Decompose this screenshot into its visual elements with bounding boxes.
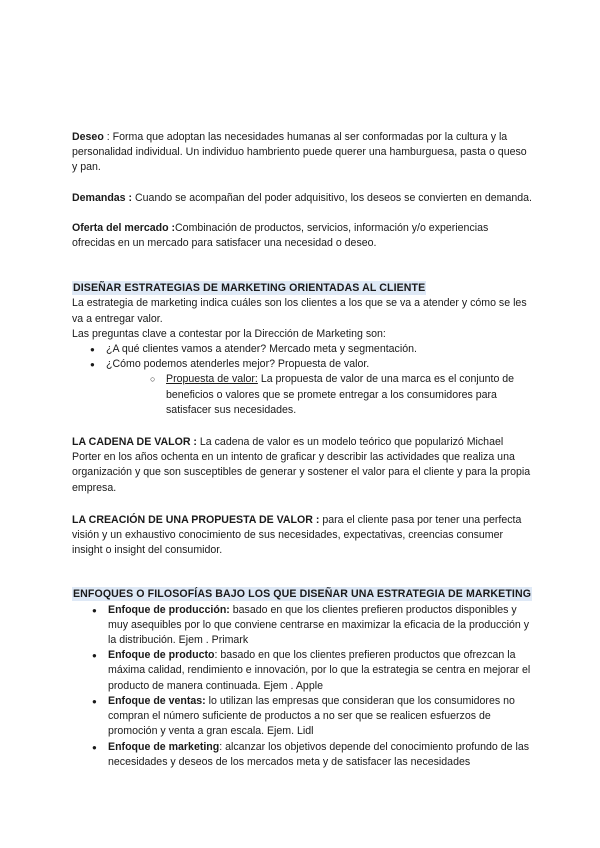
- list-item: ● Enfoque de producto: basado en que los clientes prefieren productos que ofrezcan la máxima calidad, rendimiento e innovación, por lo que la estrategia se centra en mejorar el producto de manera continuada. Ejem . Apple: [72, 648, 534, 694]
- creacion-text: para el cliente pasa por tener una perfecta visión y un exhaustivo conocimiento de sus necesidades, expectativas, creencias consumer insight o insight del consumidor.: [72, 513, 522, 557]
- definition-term: Deseo: [72, 131, 104, 143]
- section-heading-estrategias: DISEÑAR ESTRATEGIAS DE MARKETING ORIENTADAS AL CLIENTE: [73, 282, 426, 295]
- list-item: ● Enfoque de marketing: alcanzar los objetivos depende del conocimiento profundo de las necesidades y deseos de los mercados meta y de satisfacer las necesidades: [72, 740, 534, 770]
- definition-oferta: [72, 221, 534, 251]
- list-item: ● ¿Cómo podemos atenderles mejor? Propuesta de valor.: [72, 357, 534, 372]
- list-item: [72, 372, 534, 418]
- definition-text: Forma que adoptan las necesidades humanas al ser conformadas por la cultura y la personalidad individual. Un individuo hambriento puede querer una hamburguesa, pasta o queso y pan.: [72, 131, 527, 174]
- section-heading-enfoques: ENFOQUES O FILOSOFÍAS BAJO LOS QUE DISEÑAR UNA ESTRATEGIA DE MARKETING: [73, 588, 532, 601]
- cadena-de-valor-paragraph: [72, 435, 534, 496]
- definition-demandas: [72, 191, 534, 206]
- definition-deseo: Deseo : Forma que adoptan las necesidades humanas al ser conformadas por la cultura y la personalidad individual. Un individuo hambriento puede querer una hamburguesa, pasta o queso y pan.: [72, 131, 527, 174]
- subitem-text: La propuesta de valor de una marca es el conjunto de beneficios o valores que se promete entregar a los consumidores para satisfacer sus necesidades.: [166, 373, 515, 416]
- definition-term: Oferta del mercado :: [72, 221, 176, 234]
- cadena-term: LA CADENA DE VALOR :: [72, 436, 197, 449]
- list-item: ● Enfoque de producción: basado en que los clientes prefieren productos disponibles y muy asequibles por lo que conviene centrarse en maximizar la eficacia de la producción y la distribución. Ejem . Primark: [72, 603, 534, 649]
- creacion-propuesta-paragraph: [72, 513, 534, 559]
- document-body: [72, 130, 534, 770]
- questions-intro: Las preguntas clave a contestar por la Dirección de Marketing son:: [72, 327, 386, 340]
- enfoques-list: [72, 603, 534, 770]
- list-item: ● ¿A qué clientes vamos a atender? Mercado meta y segmentación.: [72, 342, 534, 357]
- questions-list: [72, 342, 534, 372]
- definition-text: Cuando se acompañan del poder adquisitivo, los deseos se convierten en demanda.: [135, 191, 532, 204]
- list-item: ● Enfoque de ventas: lo utilizan las empresas que consideran que los consumidores no compran el número suficiente de productos a no ser que se realicen esfuerzos de promoción y venta a gran escala. Ejem. Lidl: [72, 694, 534, 740]
- cadena-text: La cadena de valor es un modelo teórico que popularizó Michael Porter en los años ochenta en un intento de graficar y describir las actividades que realiza una organización y que son susceptibles de generar y sostener el valor para el cliente y para la propia empresa.: [72, 436, 531, 494]
- creacion-term: LA CREACIÓN DE UNA PROPUESTA DE VALOR :: [72, 513, 320, 526]
- definition-term: Demandas :: [72, 191, 133, 204]
- section-intro: La estrategia de marketing indica cuáles son los clientes a los que se va a atender y cómo se les va a entregar valor.: [72, 297, 527, 325]
- sub-list: [72, 372, 534, 418]
- definition-text: Combinación de productos, servicios, información y/o experiencias ofrecidas en un mercado para satisfacer una necesidad o deseo.: [72, 221, 489, 250]
- subitem-term: Propuesta de valor:: [166, 373, 258, 386]
